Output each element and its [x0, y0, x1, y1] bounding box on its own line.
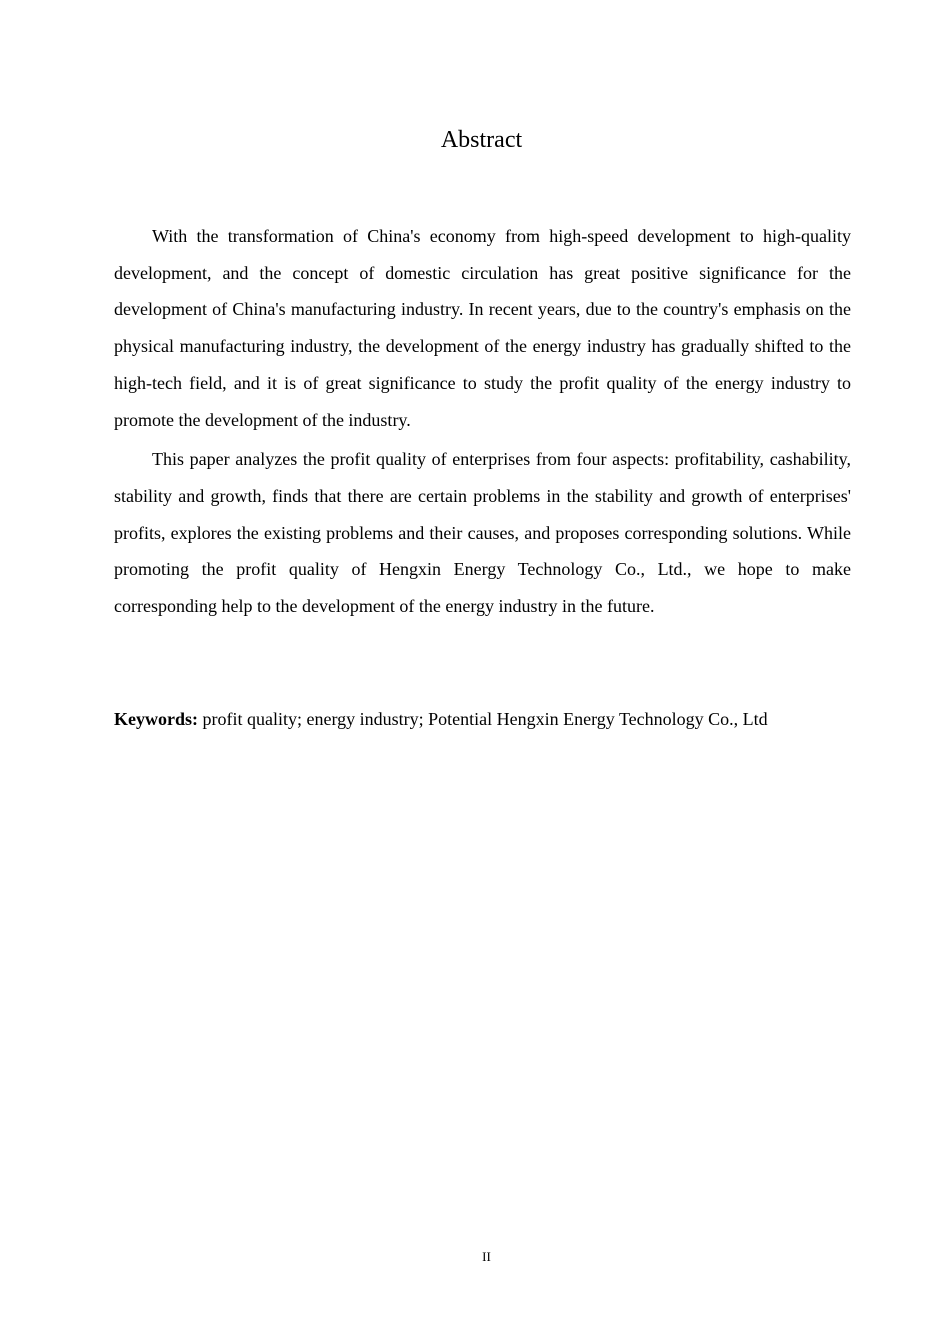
- abstract-body: [114, 218, 851, 625]
- keywords-label: Keywords:: [114, 709, 198, 729]
- abstract-title: Abstract: [440, 127, 523, 153]
- abstract-paragraph-2: This paper analyzes the profit quality of enterprises from four aspects: profitability, cashability, stability and growth, finds that there are certain problems in the stability and growth of enterprises' profits, explores the existing problems and their causes, and proposes corresponding solutions. While promoting the profit quality of Hengxin Energy Technology Co., Ltd., we hope to make corresponding help to the development of the energy industry in the future.: [114, 449, 851, 617]
- page-number: II: [482, 1249, 491, 1264]
- keywords-line: [114, 701, 851, 737]
- keywords-text: profit quality; energy industry; Potential Hengxin Energy Technology Co., Ltd: [202, 709, 768, 729]
- abstract-paragraph-1: With the transformation of China's economy from high-speed development to high-quality development, and the concept of domestic circulation has great positive significance for the development of China's manufacturing industry. In recent years, due to the country's emphasis on the physical manufacturing industry, the development of the energy industry has gradually shifted to the high-tech field, and it is of great significance to study the profit quality of the energy industry to promote the development of the industry.: [114, 226, 851, 430]
